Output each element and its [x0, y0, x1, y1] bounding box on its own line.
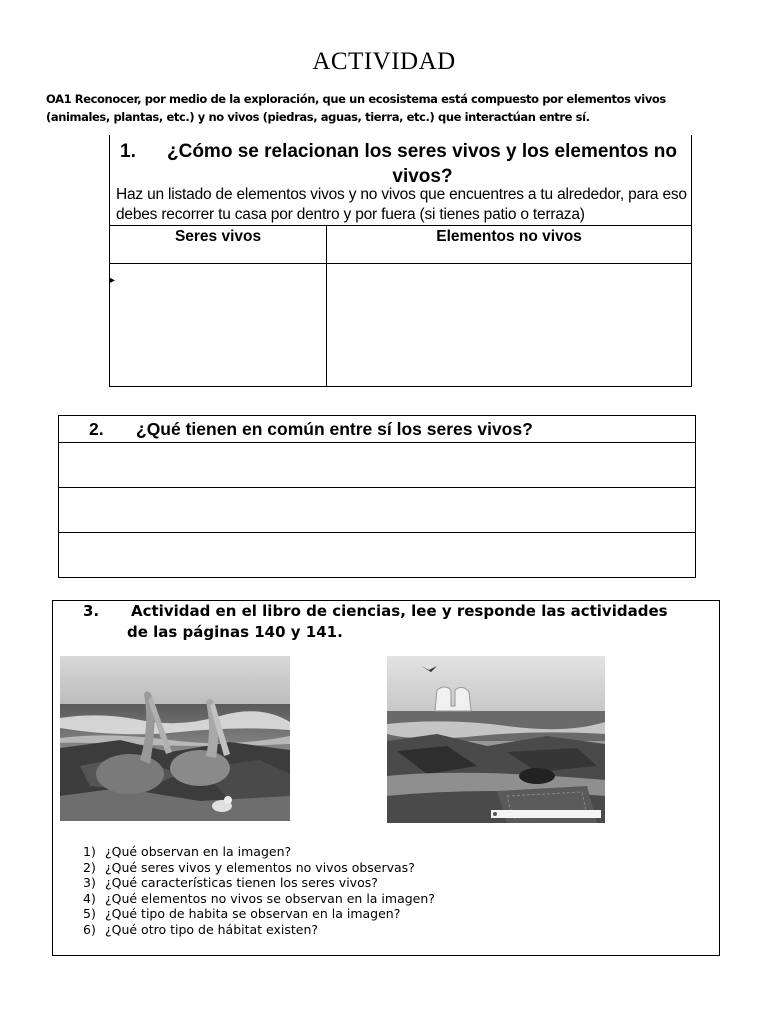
answer-cell-living[interactable]	[110, 264, 327, 387]
list-item: 2) ¿Qué seres vivos y elementos no vivos observas?	[83, 859, 415, 875]
living-nonliving-table	[109, 225, 692, 387]
section-2-number: 2.	[89, 419, 104, 439]
section-3-heading	[83, 601, 713, 643]
list-item: 1) ¿Qué observan en la imagen?	[83, 844, 292, 859]
section-1	[109, 135, 692, 387]
list-item: 4) ¿Qué elementos no vivos se observan en la imagen?	[83, 890, 435, 906]
section-1-number: 1.	[120, 141, 136, 162]
coast-rock-arch-photo	[387, 656, 605, 823]
question-list	[83, 844, 435, 937]
section-3-heading-line1: Actividad en el libro de ciencias, lee y responde las actividades	[131, 602, 668, 620]
answer-cell-nonliving[interactable]	[327, 264, 692, 387]
answer-line[interactable]	[59, 488, 695, 533]
section-3-number: 3.	[83, 602, 100, 620]
section-1-question-line2: vivos?	[392, 166, 453, 187]
section-1-question	[120, 139, 685, 189]
section-1-question-line1: ¿Cómo se relacionan los seres vivos y los elementos no	[167, 141, 678, 162]
column-header-nonliving: Elementos no vivos	[327, 226, 692, 264]
section-3-heading-line2: de las páginas 140 y 141.	[127, 623, 343, 641]
answer-line[interactable]	[59, 533, 695, 577]
list-item: 3) ¿Qué características tienen los seres vivos?	[83, 875, 378, 890]
bullet-icon: ▸	[110, 275, 116, 286]
section-3	[52, 600, 720, 956]
section-2	[58, 415, 696, 578]
list-item: 6) ¿Qué otro tipo de hábitat existen?	[83, 921, 319, 937]
answer-line[interactable]	[59, 443, 695, 488]
pelicans-shore-photo	[60, 656, 290, 821]
list-item: 5) ¿Qué tipo de habita se observan en la imagen?	[83, 906, 401, 921]
section-2-question-text: ¿Qué tienen en común entre sí los seres vivos?	[136, 419, 533, 439]
section-1-instructions: Haz un listado de elementos vivos y no vivos que encuentres a tu alrededor, para eso debes recorrer tu casa por dentro y por fuera (si tienes patio o terraza)	[116, 186, 687, 223]
section-2-question	[59, 416, 695, 443]
learning-objective: OA1 Reconocer, por medio de la exploración, que un ecosistema está compuesto por elementos vivos (animales, plantas, etc.) y no vivos (piedras, aguas, tierra, etc.) que interactúan entre sí.	[46, 92, 666, 124]
page-title: ACTIVIDAD	[312, 48, 456, 75]
column-header-living: Seres vivos	[110, 226, 327, 264]
